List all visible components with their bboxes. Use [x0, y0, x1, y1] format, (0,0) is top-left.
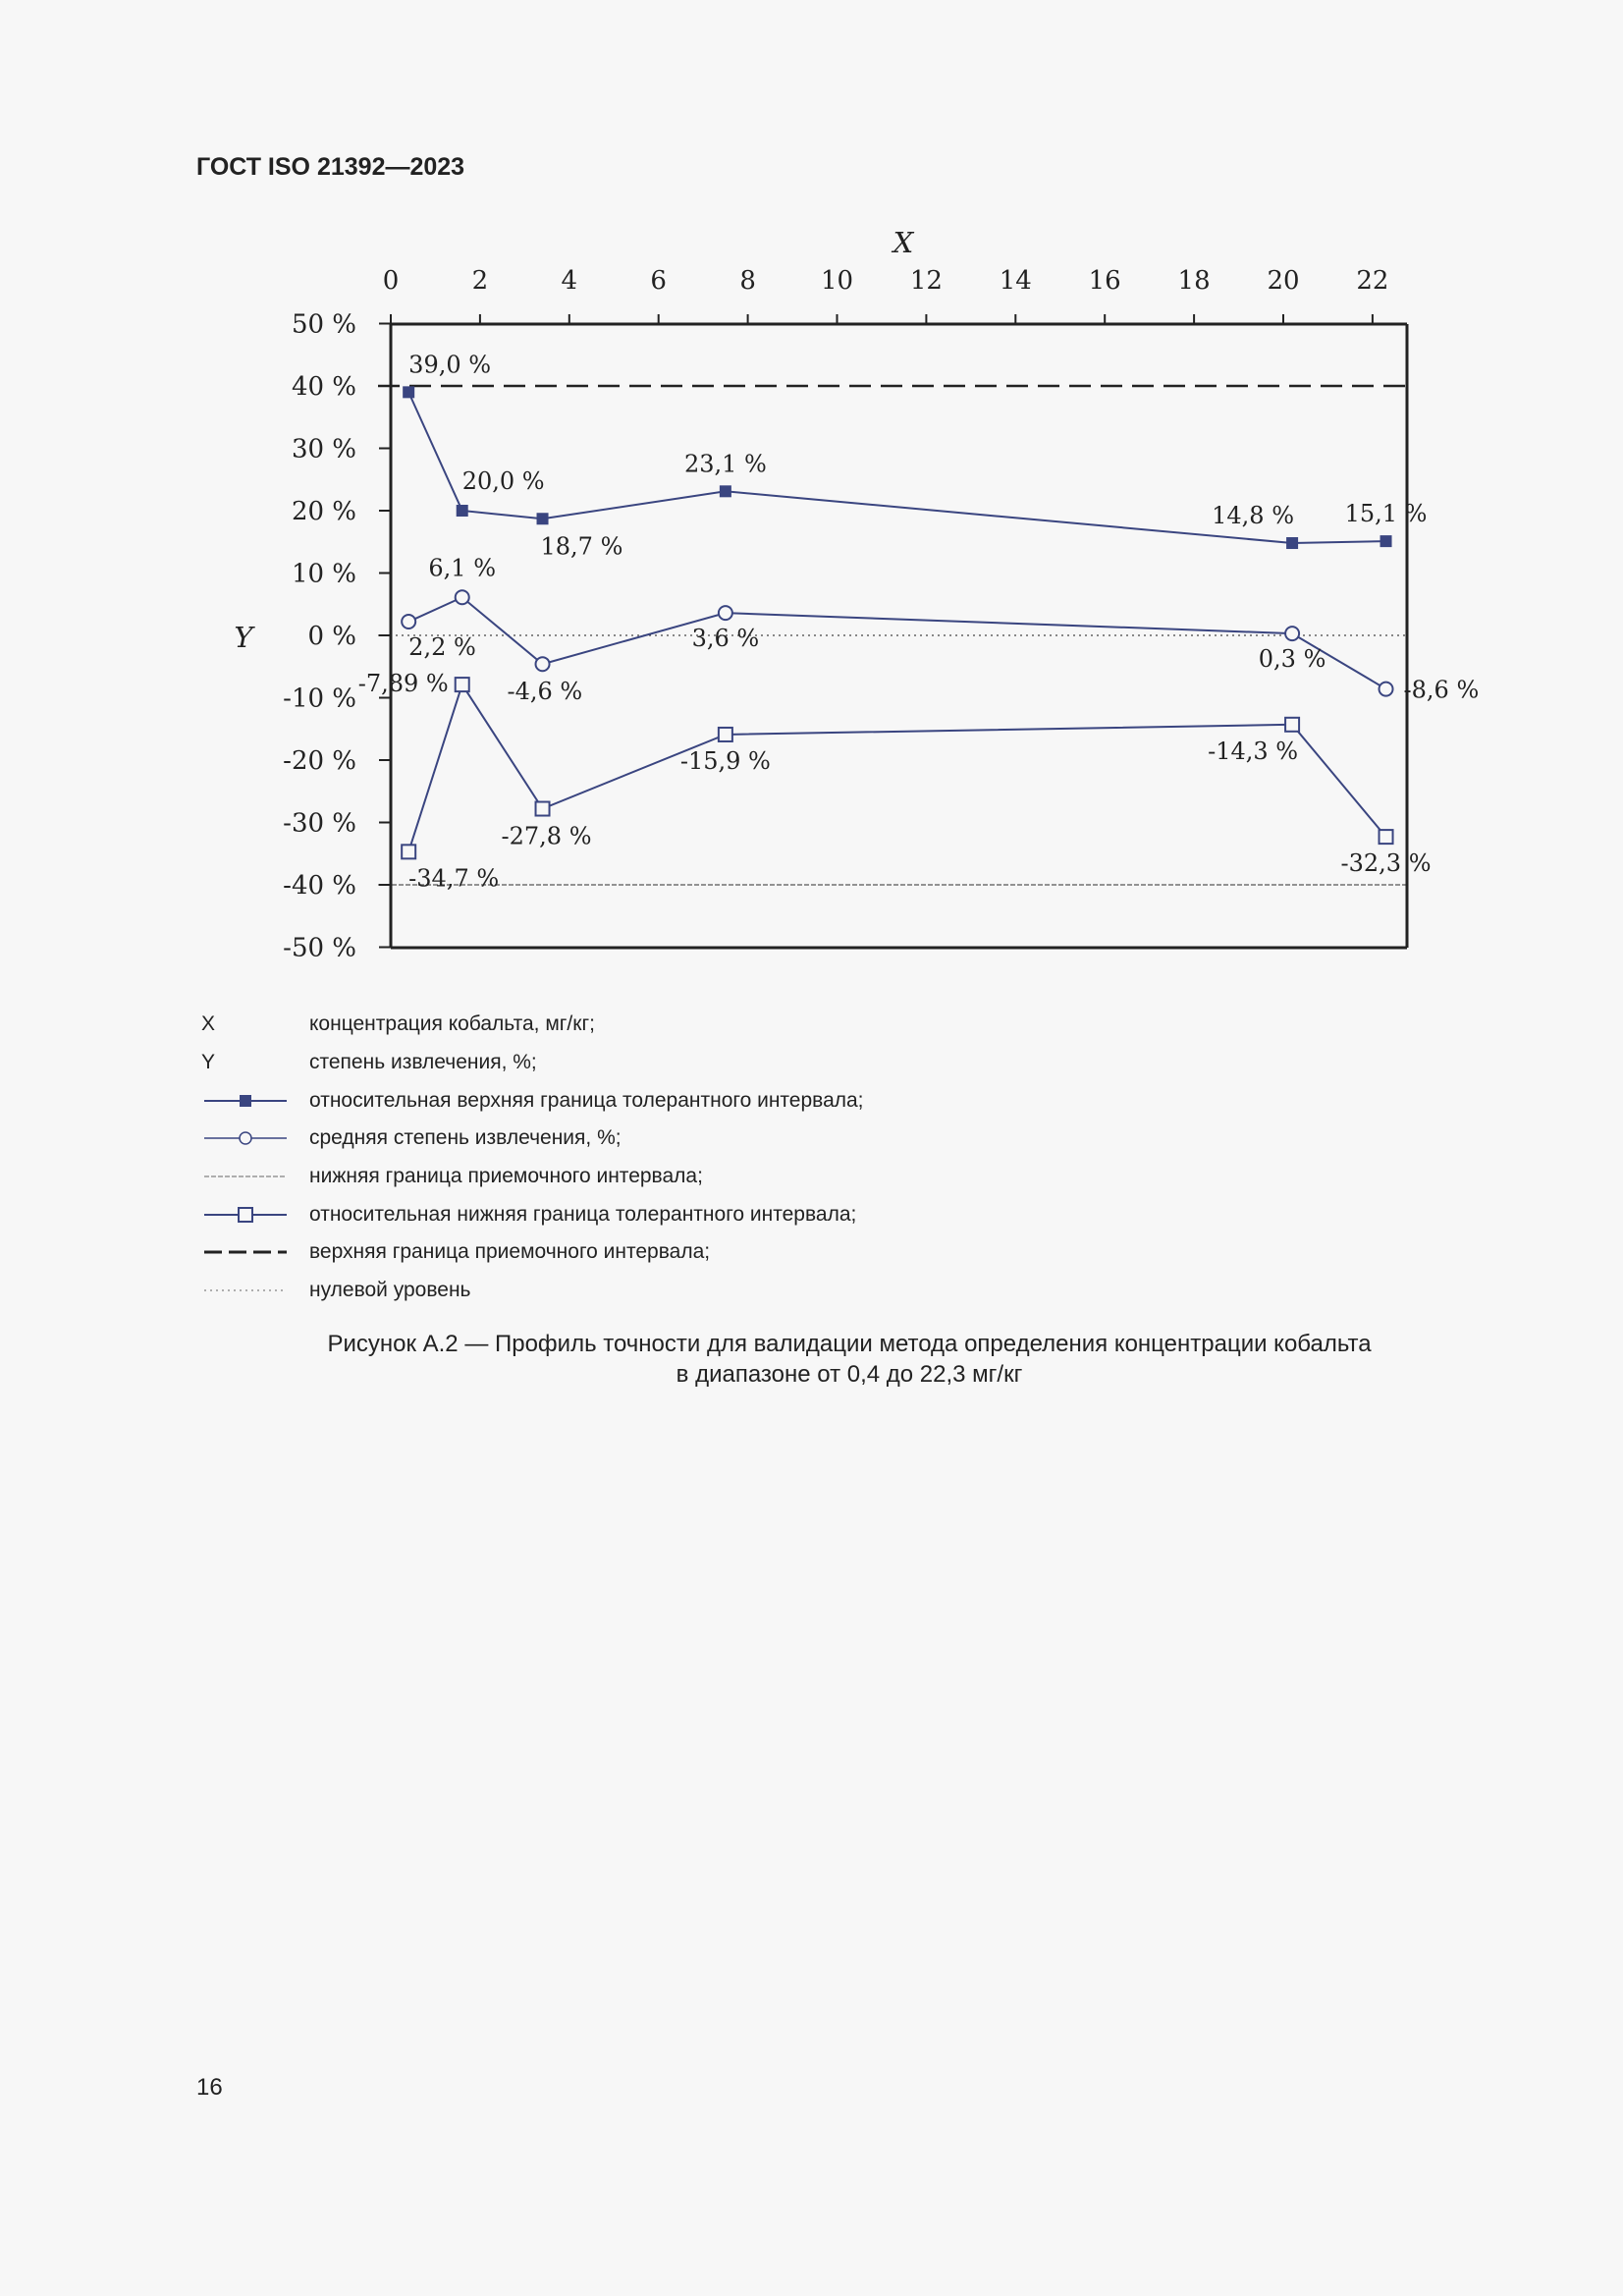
legend-label: верхняя граница приемочного интервала;: [309, 1240, 711, 1264]
x-tick-label: 6: [650, 266, 667, 296]
data-point-open-circle: [1285, 627, 1299, 640]
caption-line-1: Рисунок А.2 — Профиль точности для валидации метода определения концентрации кобальта: [327, 1331, 1372, 1357]
x-tick-label: 2: [471, 266, 489, 296]
document-header: ГОСТ ISO 21392—2023: [196, 153, 465, 181]
x-tick-label: 10: [820, 266, 854, 296]
legend-item: [201, 1158, 864, 1196]
x-tick-label: 18: [1177, 266, 1211, 296]
legend-label: относительная нижняя граница толерантного интервала;: [309, 1202, 857, 1226]
page-number: 16: [196, 2074, 223, 2101]
legend-symbol: [201, 1195, 309, 1233]
x-tick-label: 0: [382, 266, 400, 296]
legend-symbol: [201, 1233, 309, 1272]
data-label: -34,7 %: [408, 864, 500, 893]
data-point-open-circle: [402, 615, 415, 629]
data-point-open-square: [1285, 718, 1299, 732]
chart-legend: [201, 1006, 864, 1310]
legend-symbol: [201, 1006, 309, 1044]
data-point-filled-square: [720, 485, 731, 497]
y-tick-label: -50 %: [283, 933, 356, 963]
x-tick-label: 8: [739, 266, 756, 296]
figure-caption: [196, 1329, 1502, 1390]
line-open-circle-legend-symbol: [201, 1128, 290, 1148]
legend-item: [201, 1081, 864, 1120]
data-label: -8,6 %: [1403, 676, 1480, 704]
legend-label: степень извлечения, %;: [309, 1051, 537, 1074]
caption-line-2: в диапазоне от 0,4 до 22,3 мг/кг: [676, 1361, 1023, 1388]
y-tick-label: 10 %: [291, 559, 356, 589]
data-label: -32,3 %: [1340, 849, 1432, 878]
line-open-square-legend-symbol: [201, 1205, 290, 1225]
legend-symbol: [201, 1120, 309, 1158]
data-label: 6,1 %: [428, 554, 497, 582]
legend-item: [201, 1006, 864, 1044]
data-point-filled-square: [1286, 537, 1298, 549]
x-tick-label: 14: [999, 266, 1032, 296]
data-point-filled-square: [1380, 535, 1392, 547]
data-point-open-circle: [1380, 683, 1393, 696]
y-tick-label: -10 %: [283, 683, 356, 714]
data-point-open-square: [536, 802, 550, 816]
data-label: 2,2 %: [408, 633, 476, 662]
data-point-open-square: [402, 845, 415, 858]
data-label: 18,7 %: [540, 532, 623, 561]
series-line-2: [408, 597, 1385, 688]
x-tick-label: 16: [1088, 266, 1121, 296]
x-tick-label: 20: [1267, 266, 1300, 296]
dotted-line-legend-symbol: [201, 1281, 290, 1300]
data-label: 0,3 %: [1258, 645, 1326, 674]
line-filled-square-legend-symbol: [201, 1091, 290, 1111]
data-label: 23,1 %: [683, 450, 767, 478]
data-label: -7,89 %: [357, 670, 449, 698]
legend-symbol: [201, 1081, 309, 1120]
y-axis-title: Y: [234, 621, 253, 654]
data-point-filled-square: [403, 386, 414, 398]
y-tick-label: 20 %: [291, 497, 356, 526]
x-tick-label: 22: [1356, 266, 1389, 296]
data-point-open-square: [1380, 830, 1393, 844]
accuracy-profile-chart: [0, 0, 1623, 982]
fine-dashed-line-legend-symbol: [201, 1167, 290, 1186]
data-label: -15,9 %: [679, 746, 771, 775]
y-tick-label: -30 %: [283, 808, 356, 839]
data-label: 14,8 %: [1212, 502, 1295, 530]
data-point-open-square: [719, 728, 732, 741]
data-label: 20,0 %: [461, 467, 545, 495]
y-tick-label: 30 %: [291, 434, 356, 465]
data-label: 15,1 %: [1344, 500, 1428, 528]
data-point-filled-square: [457, 505, 468, 517]
legend-item: [201, 1195, 864, 1233]
legend-symbol-letter: Y: [201, 1051, 216, 1074]
legend-symbol: [201, 1044, 309, 1082]
legend-item: [201, 1233, 864, 1272]
legend-label: нулевой уровень: [309, 1279, 471, 1302]
y-tick-label: 0 %: [307, 622, 356, 651]
data-label: -14,3 %: [1208, 737, 1299, 765]
legend-label: нижняя граница приемочного интервала;: [309, 1165, 703, 1188]
x-axis-title: X: [893, 226, 914, 259]
x-tick-label: 12: [909, 266, 943, 296]
legend-item: [201, 1044, 864, 1082]
y-tick-label: 50 %: [291, 309, 356, 340]
data-label: 3,6 %: [691, 625, 760, 653]
data-label: -4,6 %: [507, 678, 583, 706]
y-tick-label: -40 %: [283, 871, 356, 901]
x-tick-label: 4: [561, 266, 578, 296]
data-point-filled-square: [537, 513, 549, 524]
data-point-open-circle: [719, 606, 732, 620]
y-tick-label: 40 %: [291, 372, 356, 402]
legend-symbol: [201, 1158, 309, 1196]
dashed-line-legend-symbol: [201, 1242, 290, 1262]
y-tick-label: -20 %: [283, 746, 356, 776]
legend-label: средняя степень извлечения, %;: [309, 1126, 622, 1150]
legend-symbol: [201, 1272, 309, 1310]
legend-label: концентрация кобальта, мг/кг;: [309, 1012, 595, 1036]
data-label: -27,8 %: [501, 822, 592, 850]
data-point-open-circle: [456, 590, 469, 604]
data-point-open-square: [456, 678, 469, 691]
legend-label: относительная верхняя граница толерантного интервала;: [309, 1088, 864, 1112]
legend-item: [201, 1120, 864, 1158]
data-label: 39,0 %: [408, 351, 492, 379]
legend-symbol-letter: X: [201, 1012, 216, 1036]
data-point-open-circle: [536, 657, 550, 671]
legend-item: [201, 1272, 864, 1310]
